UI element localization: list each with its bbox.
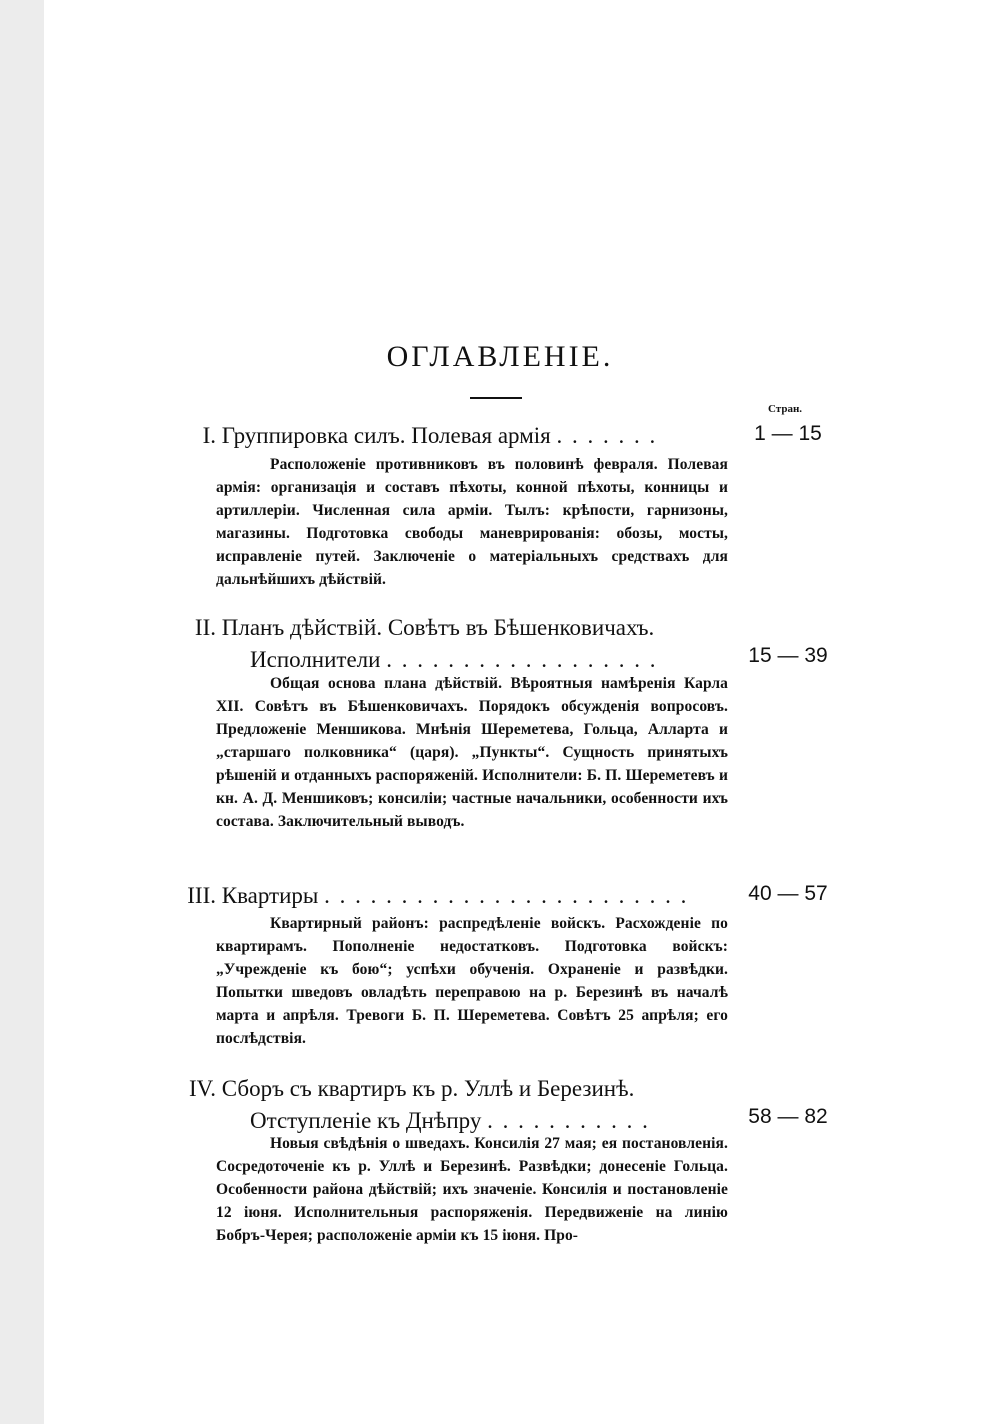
entry-number: I. xyxy=(202,423,216,448)
entry-number: III. xyxy=(187,883,216,908)
entry-number: II. xyxy=(194,615,216,640)
entry-title-text: Квартиры xyxy=(221,883,319,908)
entry-pages: 58 — 82 xyxy=(748,1105,828,1128)
entry-title-text: Группировка силъ. Полевая армія xyxy=(221,423,551,448)
entry-description: Новыя свѣдѣнія о шведахъ. Консилія 27 мая; ея постановленія. Сосредоточеніе къ р. Уллѣ и Березинѣ. Развѣдки; донесеніе Гольца. Особенности района дѣйствій; ихъ значеніе. Консилія и постановленіе 12 іюня. Исполнительныя распоряженія. Передвиженіе на линію Бобръ-Черея; расположеніе арміи къ 15 іюня. Про- xyxy=(216,1135,728,1244)
entry-pages: 1 — 15 xyxy=(754,422,822,445)
entry-pages: 15 — 39 xyxy=(748,644,828,667)
entry-number: IV. xyxy=(188,1076,216,1101)
page-title: ОГЛАВЛЕНІЕ. xyxy=(386,340,614,373)
leader-dots: . . . . . . . xyxy=(556,423,658,448)
leader-dots: . . . . . . . . . . . . . . . . . . xyxy=(386,647,658,672)
toc-entry-title[interactable] xyxy=(160,880,728,912)
entry-title-text-cont: Исполнители xyxy=(250,647,381,672)
entry-title-text: Сборъ съ квартиръ къ р. Уллѣ и Березинѣ. xyxy=(221,1076,635,1101)
toc-entry-title[interactable] xyxy=(160,1073,728,1137)
leader-dots: . . . . . . . . . . . xyxy=(487,1108,650,1133)
title-rule xyxy=(470,397,522,399)
entry-title-text: Планъ дѣйствій. Совѣтъ въ Бѣшенковичахъ. xyxy=(221,615,655,640)
toc-entry-title[interactable] xyxy=(160,420,728,452)
entry-pages: 40 — 57 xyxy=(748,882,828,905)
toc-entry-title[interactable] xyxy=(160,612,728,676)
entry-description: Общая основа плана дѣйствій. Вѣроятныя намѣренія Карла XII. Совѣтъ въ Бѣшенковичахъ. Порядокъ обсужденія вопросовъ. Предложеніе Меншикова. Мнѣнія Шереметева, Гольца, Алларта и „старшаго полковника“ (царя). „Пункты“. Сущность принятыхъ рѣшеній и отданныхъ распоряженій. Исполнители: Б. П. Шереметевъ и кн. А. Д. Меншиковъ; консиліи; частные начальники, особенности ихъ состава. Заключительный выводъ. xyxy=(216,675,728,830)
entry-description: Расположеніе противниковъ въ половинѣ февраля. Полевая армія: организація и составъ пѣхоты, конной пѣхоты, конницы и артиллеріи. Численная сила арміи. Тылъ: крѣпости, гарнизоны, магазины. Подготовка свободы маневрированія: обозы, мосты, исправленіе путей. Заключеніе о матеріальныхъ средствахъ для дальнѣйшихъ дѣйствій. xyxy=(216,456,728,588)
entry-title-text-cont: Отступленіе къ Днѣпру xyxy=(250,1108,482,1133)
page-column-label: Стран. xyxy=(768,403,803,415)
entry-description: Квартирный районъ: распредѣленіе войскъ. Расхожденіе по квартирамъ. Пополненіе недостатковъ. Подготовка войскъ: „Учрежденіе къ бою“; успѣхи обученія. Охраненіе и развѣдки. Попытки шведовъ овладѣть переправою на р. Березинѣ въ началѣ марта и апрѣля. Тревоги Б. П. Шереметева. Совѣтъ 25 апрѣля; его послѣдствія. xyxy=(216,915,728,1047)
scan-edge xyxy=(0,0,44,1424)
leader-dots: . . . . . . . . . . . . . . . . . . . . . . . . xyxy=(324,883,689,908)
